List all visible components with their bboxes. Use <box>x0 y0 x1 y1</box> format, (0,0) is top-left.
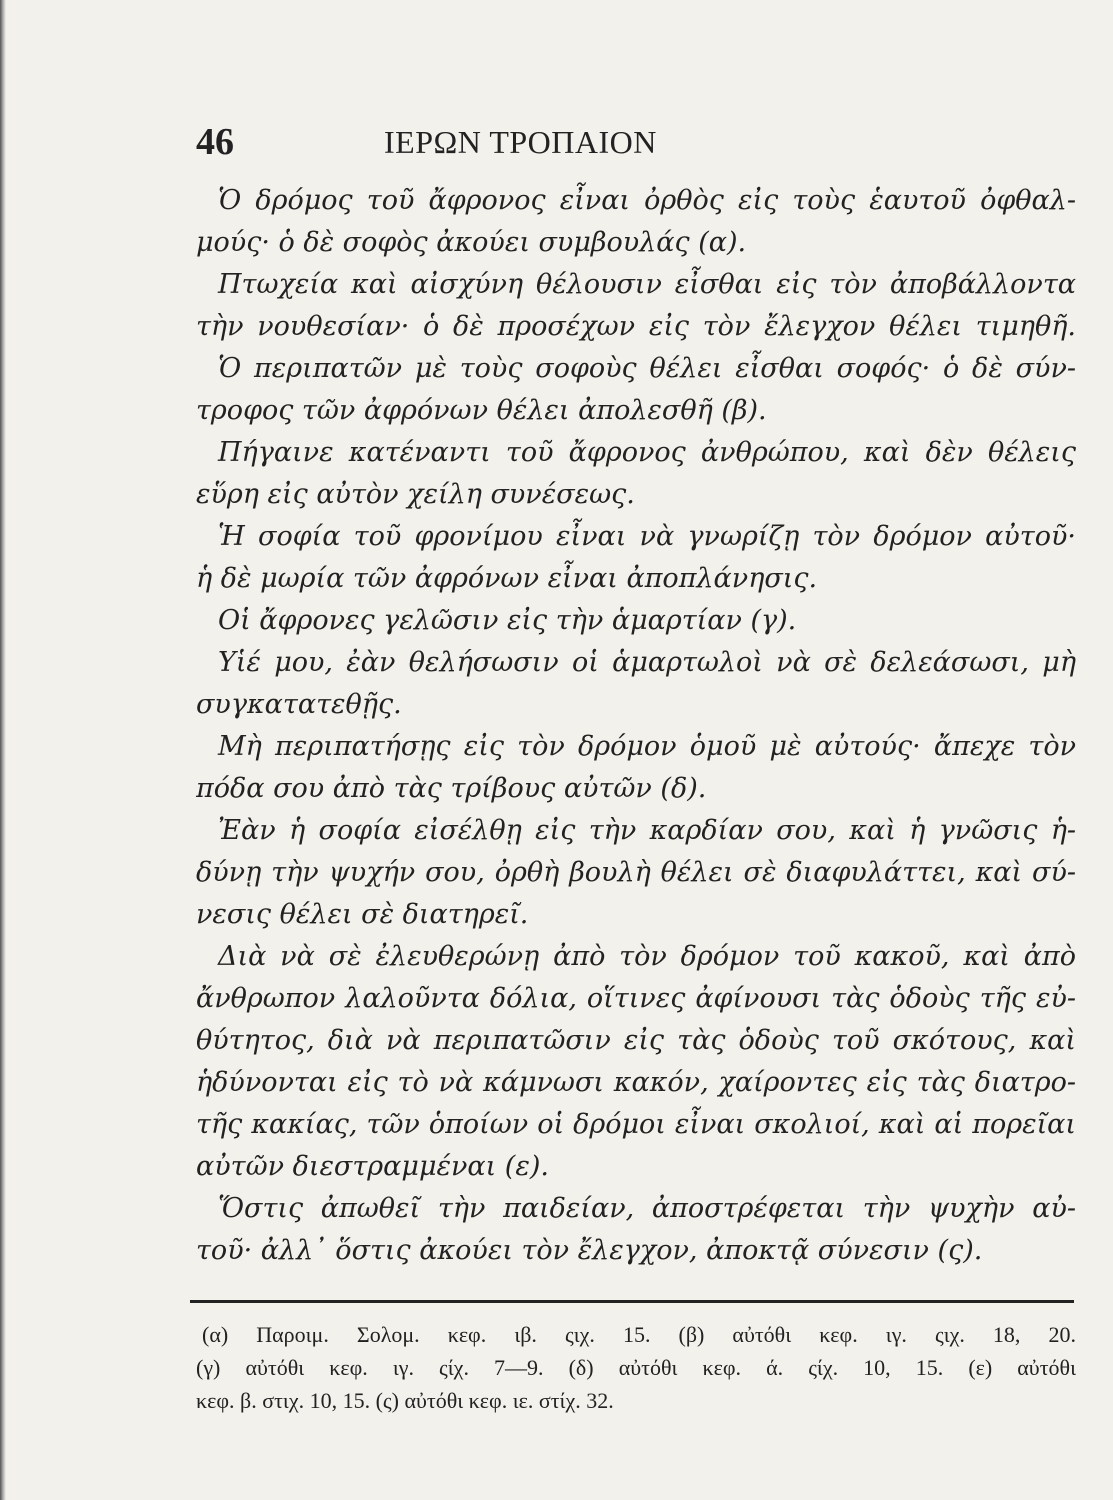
text-line: εὕρη εἰς αὐτὸν χείλη συνέσεως. <box>196 479 635 510</box>
text-line: Ἡ σοφία τοῦ φρονίμου εἶναι νὰ γνωρίζῃ τὸν δρόμον αὐτοῦ· <box>218 521 1076 552</box>
page-edge-shadow <box>0 0 6 1500</box>
text-line: τῆς κακίας, τῶν ὁποίων οἱ δρόμοι εἶναι σκολιοί, καὶ αἱ πορεῖαι <box>196 1109 1076 1140</box>
text-line: Ὁ περιπατῶν μὲ τοὺς σοφοὺς θέλει εἶσθαι σοφός· ὁ δὲ σύν- <box>218 353 1076 384</box>
text-line: ἡδύνονται εἰς τὸ νὰ κάμνωσι κακόν, χαίροντες εἰς τὰς διατρο- <box>196 1067 1076 1098</box>
text-line: νεσις θέλει σὲ διατηρεῖ. <box>196 899 529 930</box>
text-line: συγκατατεθῇς. <box>196 689 402 720</box>
text-line: Πήγαινε κατέναντι τοῦ ἄφρονος ἀνθρώπου, καὶ δὲν θέλεις <box>218 437 1076 468</box>
footnote-line: (γ) αὐτόθι κεφ. ιγ. ςίχ. 7—9. (δ) αὐτόθι κεφ. ά. ςίχ. 10, 15. (ε) αὐτόθι <box>196 1355 1076 1380</box>
text-line: μούς· ὁ δὲ σοφὸς ἀκούει συμβουλάς (α). <box>196 227 747 258</box>
text-line: Οἱ ἄφρονες γελῶσιν εἰς τὴν ἁμαρτίαν (γ). <box>218 605 797 636</box>
text-line: αὐτῶν διεστραμμέναι (ε). <box>196 1151 549 1182</box>
page-header <box>196 120 1076 170</box>
text-line: τροφος τῶν ἀφρόνων θέλει ἀπολεσθῆ (β). <box>196 395 767 426</box>
running-title: ΙΕΡΩΝ ΤΡΟΠΑΙΟΝ <box>384 124 657 160</box>
text-line: Υἱέ μου, ἐὰν θελήσωσιν οἱ ἁμαρτωλοὶ νὰ σὲ δελεάσωσι, μὴ <box>218 647 1076 678</box>
body-text <box>196 180 1076 1272</box>
page-number: 46 <box>196 121 234 163</box>
text-line: ἄνθρωπον λαλοῦντα δόλια, οἵτινες ἀφίνουσι τὰς ὁδοὺς τῆς εὐ- <box>196 983 1076 1014</box>
text-line: δύνῃ τὴν ψυχήν σου, ὀρθὴ βουλὴ θέλει σὲ διαφυλάττει, καὶ σύ- <box>196 857 1076 888</box>
text-line: Μὴ περιπατήσῃς εἰς τὸν δρόμον ὁμοῦ μὲ αὐτούς· ἄπεχε τὸν <box>218 731 1076 762</box>
footnote-line: (α) Παροιμ. Σολομ. κεφ. ιβ. ςιχ. 15. (β) αὐτόθι κεφ. ιγ. ςιχ. 18, 20. <box>202 1322 1076 1347</box>
text-line: πόδα σου ἀπὸ τὰς τρίβους αὐτῶν (δ). <box>196 773 707 804</box>
text-line: τοῦ· ἀλλ᾽ ὅστις ἀκούει τὸν ἔλεγχον, ἀποκτᾷ σύνεσιν (ς). <box>196 1235 983 1266</box>
footnote-line: κεφ. β. στιχ. 10, 15. (ς) αὐτόθι κεφ. ιε. στίχ. 32. <box>196 1388 614 1413</box>
text-line: τὴν νουθεσίαν· ὁ δὲ προσέχων εἰς τὸν ἔλεγχον θέλει τιμηθῆ. <box>196 311 1076 342</box>
text-line: θύτητος, διὰ νὰ περιπατῶσιν εἰς τὰς ὁδοὺς τοῦ σκότους, καὶ <box>196 1025 1076 1056</box>
text-line: Ὅστις ἀπωθεῖ τὴν παιδείαν, ἀποστρέφεται τὴν ψυχὴν αὐ- <box>218 1193 1076 1224</box>
text-line: Διὰ νὰ σὲ ἐλευθερώνῃ ἀπὸ τὸν δρόμον τοῦ κακοῦ, καὶ ἀπὸ <box>218 941 1076 972</box>
text-line: Πτωχεία καὶ αἰσχύνη θέλουσιν εἶσθαι εἰς τὸν ἀποβάλλοντα <box>218 269 1076 300</box>
footnote-rule <box>190 1300 1074 1303</box>
text-line: Ὁ δρόμος τοῦ ἄφρονος εἶναι ὀρθὸς εἰς τοὺς ἑαυτοῦ ὀφθαλ- <box>218 185 1076 216</box>
footnotes <box>196 1318 1076 1417</box>
text-line: Ἐὰν ἡ σοφία εἰσέλθῃ εἰς τὴν καρδίαν σου, καὶ ἡ γνῶσις ἡ- <box>218 815 1076 846</box>
text-line: ἡ δὲ μωρία τῶν ἀφρόνων εἶναι ἀποπλάνησις. <box>196 563 818 594</box>
